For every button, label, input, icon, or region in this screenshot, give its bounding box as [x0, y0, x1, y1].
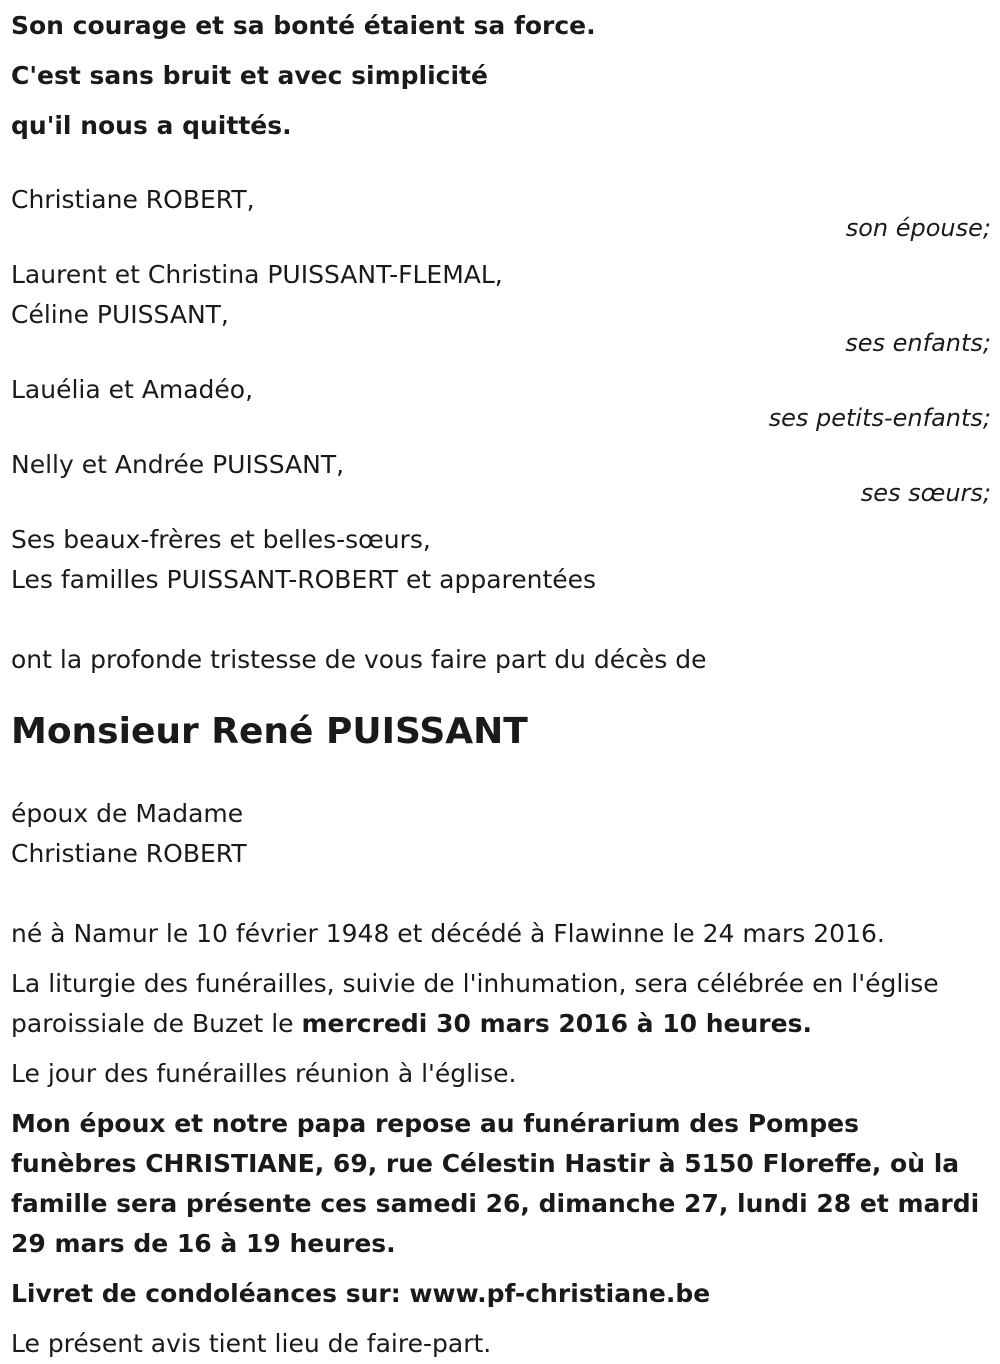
sisters-relation: ses sœurs;	[860, 479, 991, 507]
families: Les familles PUISSANT-ROBERT et apparentées	[11, 565, 597, 594]
epitaph-line-2: C'est sans bruit et avec simplicité	[11, 61, 488, 90]
grandchildren-names: Lauélia et Amadéo,	[11, 375, 254, 404]
notice-line: Le présent avis tient lieu de faire-part.	[11, 1329, 492, 1358]
meeting-info: Le jour des funérailles réunion à l'église.	[11, 1059, 517, 1088]
spouse-name: Christiane ROBERT,	[11, 185, 255, 214]
child-name-2: Céline PUISSANT,	[11, 300, 229, 329]
spouse-of-line-2: Christiane ROBERT	[11, 839, 247, 868]
epitaph-line-1: Son courage et sa bonté étaient sa force.	[11, 11, 596, 40]
children-relation: ses enfants;	[845, 329, 991, 357]
child-name-1: Laurent et Christina PUISSANT-FLEMAL,	[11, 260, 503, 289]
liturgy-text: La liturgie des funérailles, suivie de l'inhumation, sera célébrée en l'église paroissiale de Buzet le	[11, 969, 939, 1038]
birth-death: né à Namur le 10 février 1948 et décédé à Flawinne le 24 mars 2016.	[11, 919, 885, 948]
in-laws: Ses beaux-frères et belles-sœurs,	[11, 525, 431, 554]
liturgy-paragraph	[11, 964, 991, 1044]
spouse-relation: son épouse;	[845, 214, 991, 242]
liturgy-date-time: mercredi 30 mars 2016 à 10 heures.	[301, 1009, 812, 1038]
announcement: ont la profonde tristesse de vous faire part du décès de	[11, 645, 707, 674]
condolences-link[interactable]: Livret de condoléances sur: www.pf-christiane.be	[11, 1279, 711, 1308]
sisters-names: Nelly et Andrée PUISSANT,	[11, 450, 345, 479]
funerarium-info: Mon époux et notre papa repose au funérarium des Pompes funèbres CHRISTIANE, 69, rue Célestin Hastir à 5150 Floreffe, où la famille sera présente ces samedi 26, dimanche 27, lundi 28 et mardi 29 mars de 16 à 19 heures.	[11, 1109, 980, 1258]
epitaph-line-2b: qu'il nous a quittés.	[11, 111, 292, 140]
spouse-of-line-1: époux de Madame	[11, 799, 244, 828]
obituary-notice	[11, 0, 991, 1364]
grandchildren-relation: ses petits-enfants;	[768, 404, 991, 432]
deceased-name: Monsieur René PUISSANT	[11, 711, 528, 752]
